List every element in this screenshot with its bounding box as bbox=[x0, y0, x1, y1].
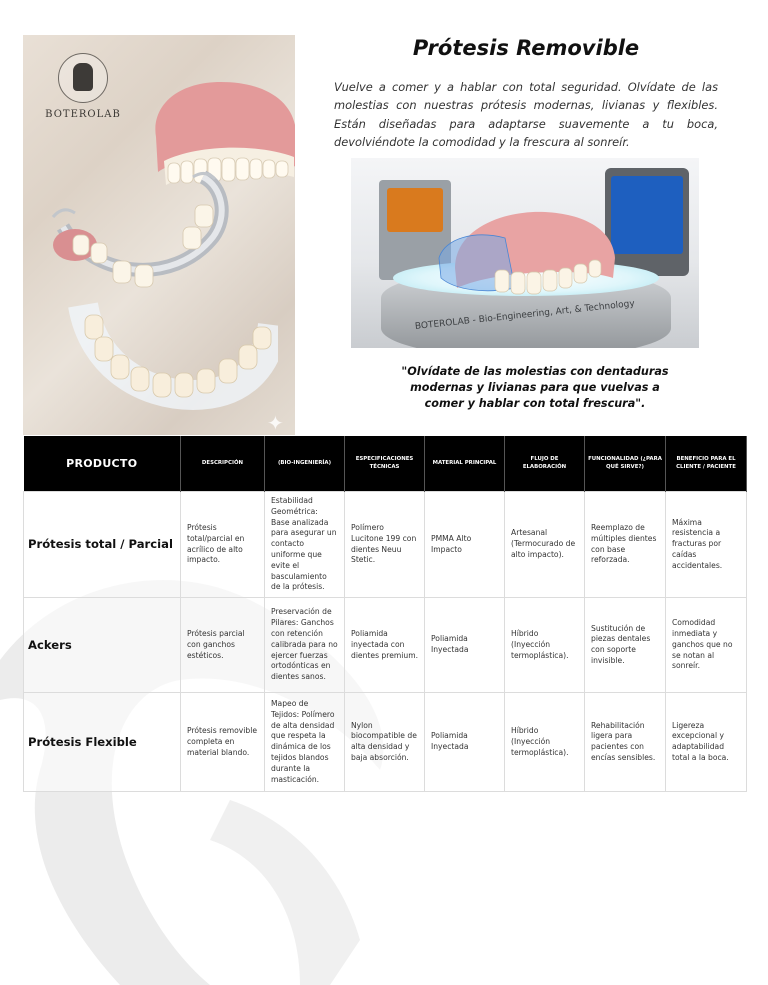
cell-flujo: Artesanal (Termocurado de alto impacto). bbox=[505, 492, 585, 598]
cell-beneficio: Ligereza excepcional y adaptabilidad total a la boca. bbox=[666, 693, 747, 792]
cell-flujo: Híbrido (Inyección termoplástica). bbox=[505, 598, 585, 693]
scan-caption: BOTEROLAB - Bio-Engineering, Art, & Technology bbox=[414, 298, 636, 332]
cell-flujo: Híbrido (Inyección termoplástica). bbox=[505, 693, 585, 792]
table-row bbox=[24, 693, 747, 792]
logo-name: BOTEROLAB bbox=[45, 109, 121, 120]
scanner-photo bbox=[351, 158, 699, 348]
logo-seal bbox=[58, 53, 108, 103]
cell-funcionalidad: Sustitución de piezas dentales con soporte invisible. bbox=[585, 598, 666, 693]
scanned-denture-image bbox=[435, 208, 621, 300]
cell-especificaciones: Polímero Lucitone 199 con dientes Neuu Stetic. bbox=[345, 492, 425, 598]
header-funcionalidad: FUNCIONALIDAD (¿PARA QUÉ SIRVE?) bbox=[585, 436, 666, 492]
header-producto: PRODUCTO bbox=[24, 436, 181, 492]
cell-descripcion: Prótesis parcial con ganchos estéticos. bbox=[181, 598, 265, 693]
cell-descripcion: Prótesis removible completa en material blando. bbox=[181, 693, 265, 792]
cell-beneficio: Máxima resistencia a fracturas por caídas accidentales. bbox=[666, 492, 747, 598]
cell-material: Poliamida Inyectada bbox=[425, 598, 505, 693]
cell-especificaciones: Nylon biocompatible de alta densidad y baja absorción. bbox=[345, 693, 425, 792]
intro-paragraph: Vuelve a comer y a hablar con total seguridad. Olvídate de las molestias con nuestras prótesis modernas, livianas y flexibles. Están diseñadas para adaptarse suavemente a tu boca, devolviéndote la comodidad y la frescura al sonreír. bbox=[334, 80, 718, 150]
header-especificaciones: ESPECIFICACIONES TÉCNICAS bbox=[345, 436, 425, 492]
botero-logo bbox=[37, 53, 129, 120]
cell-producto: Prótesis total / Parcial bbox=[24, 492, 181, 598]
cell-beneficio: Comodidad inmediata y ganchos que no se notan al sonreír. bbox=[666, 598, 747, 693]
flexible-clear-denture-image bbox=[63, 285, 278, 415]
products-table bbox=[23, 436, 747, 792]
table-row bbox=[24, 492, 747, 598]
testimonial-quote: "Olvídate de las molestias con dentaduras modernas y livianas para que vuelvas a comer y hablar con total frescura". bbox=[401, 365, 669, 410]
cell-material: Poliamida Inyectada bbox=[425, 693, 505, 792]
cell-bioingenieria: Preservación de Pilares: Ganchos con retención calibrada para no ejercer fuerzas ortodónticas en dientes sanos. bbox=[265, 598, 345, 693]
header-beneficio: BENEFICIO PARA EL CLIENTE / PACIENTE bbox=[666, 436, 747, 492]
header-descripcion: DESCRIPCIÓN bbox=[181, 436, 265, 492]
cell-descripcion: Prótesis total/parcial en acrílico de alto impacto. bbox=[181, 492, 265, 598]
cell-material: PMMA Alto Impacto bbox=[425, 492, 505, 598]
table-header-row bbox=[24, 436, 747, 492]
header-bioingenieria: (BIO-INGENIERÍA) bbox=[265, 436, 345, 492]
tooth-icon bbox=[73, 63, 93, 91]
table-row bbox=[24, 598, 747, 693]
page-title: Prótesis Removible bbox=[412, 36, 640, 60]
cell-funcionalidad: Rehabilitación ligera para pacientes con encías sensibles. bbox=[585, 693, 666, 792]
cell-especificaciones: Poliamida inyectada con dientes premium. bbox=[345, 598, 425, 693]
sparkle-icon: ✦ bbox=[267, 411, 284, 435]
header-flujo: FLUJO DE ELABORACIÓN bbox=[505, 436, 585, 492]
cell-funcionalidad: Reemplazo de múltiples dientes con base reforzada. bbox=[585, 492, 666, 598]
hero-photo-dentures bbox=[23, 35, 295, 435]
cell-bioingenieria: Estabilidad Geométrica: Base analizada para asegurar un contacto uniforme que evite el basculamiento de la prótesis. bbox=[265, 492, 345, 598]
cell-bioingenieria: Mapeo de Tejidos: Polímero de alta densidad que respeta la dinámica de los tejidos blandos durante la masticación. bbox=[265, 693, 345, 792]
cell-producto: Prótesis Flexible bbox=[24, 693, 181, 792]
cell-producto: Ackers bbox=[24, 598, 181, 693]
header-material: MATERIAL PRINCIPAL bbox=[425, 436, 505, 492]
